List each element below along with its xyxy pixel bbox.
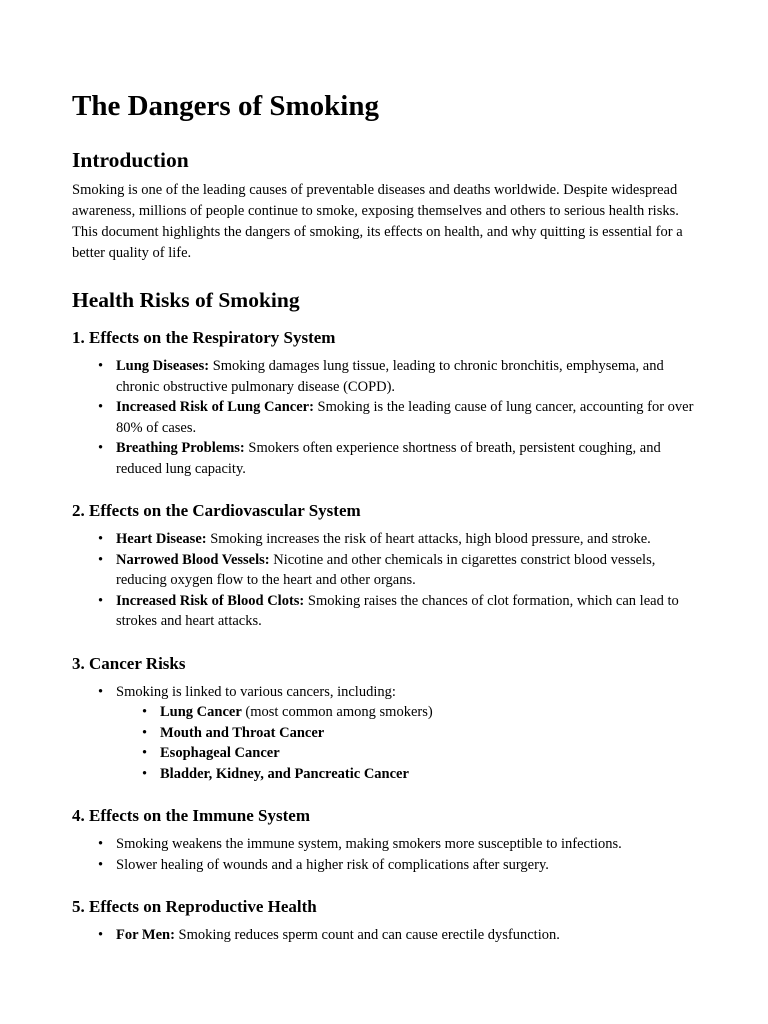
item-text: Smoking is the leading cause of lung cancer, accounting for over 80% of cases. <box>116 399 694 436</box>
item-text: Smoking increases the risk of heart attacks, high blood pressure, and stroke. <box>206 531 651 547</box>
cancer-list <box>72 682 696 785</box>
item-label: Increased Risk of Blood Clots: <box>116 592 305 609</box>
item-label: Lung Cancer <box>160 704 242 720</box>
cardiovascular-heading: 2. Effects on the Cardiovascular System <box>72 501 361 520</box>
item-text: (most common among smokers) <box>241 704 433 720</box>
reproductive-list <box>72 925 696 946</box>
item-label: Narrowed Blood Vessels: <box>116 551 270 568</box>
cancer-types-list <box>116 702 696 784</box>
item-text: Smoking reduces sperm count and can cause erectile dysfunction. <box>174 927 560 943</box>
respiratory-heading: 1. Effects on the Respiratory System <box>72 328 336 347</box>
list-item <box>116 438 696 479</box>
item-text: Smoking damages lung tissue, leading to chronic bronchitis, emphysema, and chronic obstructive pulmonary disease (COPD). <box>116 358 664 395</box>
item-label: Increased Risk of Lung Cancer: <box>116 399 314 415</box>
document-title: The Dangers of Smoking <box>72 90 379 122</box>
list-item <box>116 550 696 591</box>
list-item <box>116 682 696 785</box>
list-item <box>116 591 696 632</box>
list-item <box>116 529 696 550</box>
list-item <box>160 723 696 744</box>
list-item <box>160 702 696 723</box>
cardiovascular-list <box>72 529 696 632</box>
list-item: • Slower healing of wounds and a higher risk of complications after surgery. <box>116 855 696 876</box>
list-item <box>116 925 696 946</box>
immune-heading: 4. Effects on the Immune System <box>72 806 310 825</box>
item-text: Nicotine and other chemicals in cigarettes constrict blood vessels, reducing oxygen flow to the heart and other organs. <box>116 551 656 588</box>
reproductive-heading: 5. Effects on Reproductive Health <box>72 897 317 916</box>
cancer-risks-heading: 3. Cancer Risks <box>72 653 186 673</box>
introduction-heading: Introduction <box>72 148 189 172</box>
item-text: Smokers often experience shortness of breath, persistent coughing, and reduced lung capacity. <box>116 440 661 477</box>
introduction-paragraph: Smoking is one of the leading causes of preventable diseases and deaths worldwide. Despite widespread awareness, millions of people continue to smoke, exposing themselves and others to serious health risks. This document highlights the dangers of smoking, its effects on health, and why quitting is essential for a better quality of life. <box>72 182 683 261</box>
item-label: Esophageal Cancer <box>160 745 280 761</box>
item-label: Lung Diseases: <box>116 358 210 374</box>
respiratory-list <box>72 356 696 479</box>
item-label: Bladder, Kidney, and Pancreatic Cancer <box>160 765 409 782</box>
list-item <box>160 764 696 785</box>
list-item: • Smoking weakens the immune system, making smokers more susceptible to infections. <box>116 834 696 855</box>
item-label: Mouth and Throat Cancer <box>160 724 325 741</box>
list-item <box>116 397 696 438</box>
health-risks-heading: Health Risks of Smoking <box>72 288 300 312</box>
list-item <box>160 743 696 764</box>
item-label: For Men: <box>116 927 175 943</box>
cancer-intro-text: Smoking is linked to various cancers, including: <box>116 683 396 700</box>
list-item <box>116 356 696 397</box>
item-text: Smoking raises the chances of clot formation, which can lead to strokes and heart attacks. <box>116 592 679 629</box>
immune-list <box>72 834 696 875</box>
item-label: Breathing Problems: <box>116 440 245 456</box>
item-label: Heart Disease: <box>116 531 207 547</box>
